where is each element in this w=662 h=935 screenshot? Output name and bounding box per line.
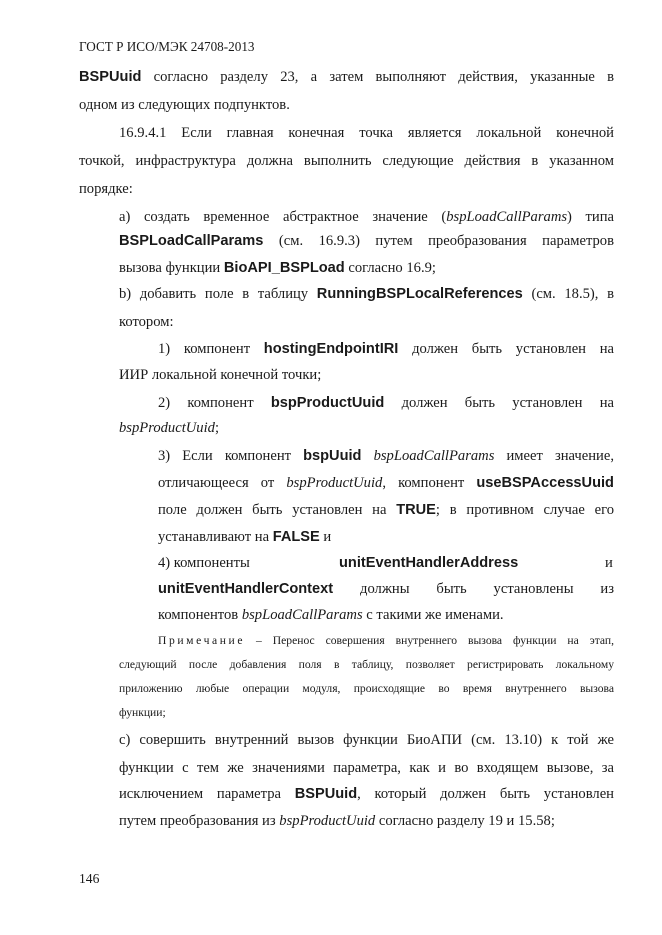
sub-item-2: 2) компонент bspProductUuid должен быть установлен на xyxy=(158,395,614,411)
document-header: ГОСТ Р ИСО/МЭК 24708-2013 xyxy=(79,39,255,54)
paragraph-line: поле должен быть установлен на TRUE; в противном случае его xyxy=(158,502,614,518)
paragraph-line: BSPUuid согласно разделу 23, а затем выполняют действия, указанные в xyxy=(79,69,614,85)
paragraph-line: BSPLoadCallParams (см. 16.9.3) путем преобразования параметров xyxy=(119,233,614,249)
term-name: unitEventHandlerContext xyxy=(158,581,334,597)
term-name: bspProductUuid xyxy=(270,395,385,411)
term-name: bspUuid xyxy=(303,448,362,464)
page-number: 146 xyxy=(79,871,100,886)
param-name: bspProductUuid xyxy=(286,475,383,491)
sub-item-3: 3) Если компонент bspUuid bspLoadCallParams имеет значение, xyxy=(158,448,614,464)
list-item-a: а) создать временное абстрактное значение (bspLoadCallParams) типа xyxy=(119,209,615,225)
term-bspuuid: BSPUuid xyxy=(79,69,142,85)
paragraph-line: unitEventHandlerContext должны быть установлены из xyxy=(158,581,614,597)
paragraph-line: отличающееся от bspProductUuid, компонент useBSPAccessUuid xyxy=(158,475,614,491)
sub-item-4: 4) компоненты xyxy=(158,555,250,571)
param-name: bspProductUuid xyxy=(119,420,215,436)
paragraph-line: вызова функции BioAPI_BSPLoad согласно 16.9; xyxy=(119,260,436,276)
list-item-c: с) совершить внутренний вызов функции БиоАПИ (см. 13.10) к той же xyxy=(119,732,614,748)
note: Примечание – Перенос совершения внутреннего вызова функции на этап, xyxy=(158,634,614,647)
list-item-b: b) добавить поле в таблицу RunningBSPLocalReferences (см. 18.5), в xyxy=(119,286,614,302)
term-name: BSPUuid xyxy=(294,786,358,802)
term-name: RunningBSPLocalReferences xyxy=(316,286,523,302)
term-name: BioAPI_BSPLoad xyxy=(223,260,345,276)
paragraph-line: порядке: xyxy=(79,181,133,197)
term-name: unitEventHandlerAddress xyxy=(339,555,519,571)
note-line: следующий после добавления поля в таблицу, позволяет регистрировать локальному xyxy=(119,658,614,671)
sub-item-1: 1) компонент hostingEndpointIRI должен быть установлен на xyxy=(158,341,614,357)
note-line: приложению любые операции модуля, происходящие во время внутреннего вызова xyxy=(119,682,614,695)
note-line: функции; xyxy=(119,706,166,719)
term-name: hostingEndpointIRI xyxy=(263,341,399,357)
param-name: bspLoadCallParams xyxy=(373,448,495,464)
paragraph-line: одном из следующих подпунктов. xyxy=(79,97,290,113)
term-name: BSPLoadCallParams xyxy=(119,233,264,249)
paragraph-line: ИИР локальной конечной точки; xyxy=(119,367,322,383)
clause-heading-line: 16.9.4.1 Если главная конечная точка является локальной конечной xyxy=(119,125,614,141)
paragraph-line: точкой, инфраструктура должна выполнить следующие действия в указанном xyxy=(79,153,614,169)
paragraph-line: bspProductUuid; xyxy=(119,420,219,436)
paragraph-line: устанавливают на FALSE и xyxy=(158,529,332,545)
param-name: bspLoadCallParams xyxy=(241,607,363,623)
param-name: bspLoadCallParams xyxy=(446,209,568,225)
note-label: Примечание xyxy=(158,634,246,647)
paragraph-line: исключением параметра BSPUuid, который должен быть установлен xyxy=(119,786,614,802)
term-name: useBSPAccessUuid xyxy=(476,475,614,491)
paragraph-line: путем преобразования из bspProductUuid согласно разделу 19 и 15.58; xyxy=(119,813,555,829)
paragraph-line: функции с тем же значениями параметра, как и во входящем вызове, за xyxy=(119,760,614,776)
term-name: TRUE xyxy=(396,502,436,518)
paragraph-line: и xyxy=(605,555,613,571)
param-name: bspProductUuid xyxy=(279,813,376,829)
paragraph-line: котором: xyxy=(119,314,174,330)
term-name: FALSE xyxy=(272,529,320,545)
paragraph-line: компонентов bspLoadCallParams с такими же именами. xyxy=(158,607,504,623)
